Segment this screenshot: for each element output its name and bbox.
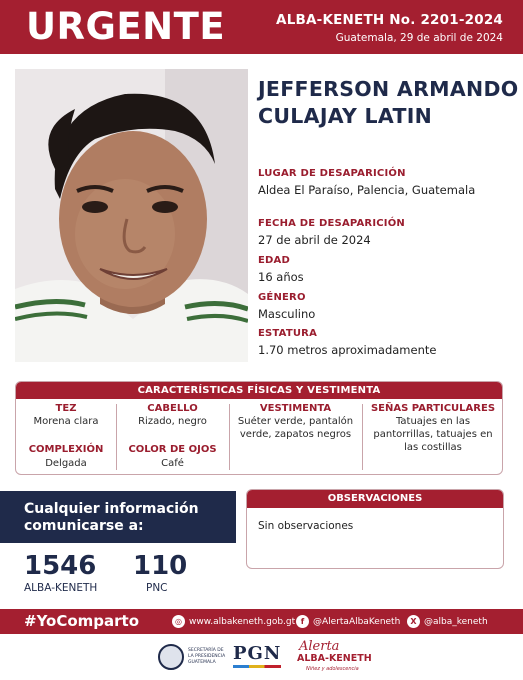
contact-line1: Cualquier información <box>24 501 199 517</box>
government-seal-logo <box>158 644 184 670</box>
date-label: FECHA DE DESAPARICIÓN <box>258 218 405 229</box>
globe-icon: ◎ <box>172 615 185 628</box>
facebook-icon: f <box>296 615 309 628</box>
observations-title: OBSERVACIONES <box>247 490 503 508</box>
tez-label: TEZ <box>55 403 77 414</box>
hashtag[interactable]: #YoComparto <box>24 612 140 630</box>
hair-value: Rizado, negro <box>138 416 207 427</box>
government-seal-text: SECRETARÍA DE LA PRESIDENCIA GUATEMALA <box>188 648 226 665</box>
issue-date: Guatemala, 29 de abril de 2024 <box>335 32 503 44</box>
age-value: 16 años <box>258 270 304 284</box>
eye-color-label: COLOR DE OJOS <box>128 444 217 455</box>
contact-line2: comunicarse a: <box>24 518 144 534</box>
footer-bar <box>0 609 523 634</box>
marks-value-line3: las costillas <box>404 442 462 453</box>
portrait-illustration <box>15 69 248 362</box>
person-name-line1: JEFFERSON ARMANDO <box>258 77 519 101</box>
clothing-value-line1: Suéter verde, pantalón <box>237 416 354 427</box>
x-link[interactable] <box>407 615 488 628</box>
x-text: @alba_keneth <box>424 616 488 627</box>
contact-banner <box>0 491 236 543</box>
complexion-label: COMPLEXIÓN <box>28 444 104 455</box>
characteristics-title: CARACTERÍSTICAS FÍSICAS Y VESTIMENTA <box>16 382 502 399</box>
place-value: Aldea El Paraíso, Palencia, Guatemala <box>258 183 476 197</box>
date-value: 27 de abril de 2024 <box>258 233 371 247</box>
height-label: ESTATURA <box>258 328 318 339</box>
alerta-logo: Alerta <box>299 639 340 654</box>
phone-pnc[interactable]: 110 <box>133 551 188 581</box>
phone-pnc-label: PNC <box>146 582 168 594</box>
phone-alba-keneth[interactable]: 1546 <box>24 551 97 581</box>
person-name <box>258 76 520 130</box>
marks-label: SEÑAS PARTICULARES <box>370 403 496 414</box>
phone-alba-keneth-label: ALBA-KENETH <box>24 582 98 594</box>
observations-panel <box>246 489 504 569</box>
header-banner <box>0 0 523 54</box>
website-text: www.albakeneth.gob.gt <box>189 616 296 627</box>
facebook-link[interactable] <box>296 615 400 628</box>
gender-label: GÉNERO <box>258 292 306 303</box>
complexion-value: Delgada <box>45 458 87 469</box>
urgent-title: URGENTE <box>26 5 226 48</box>
characteristics-panel <box>15 381 503 475</box>
alerta-logo-name: ALBA-KENETH <box>297 653 372 664</box>
hair-label: CABELLO <box>147 403 198 414</box>
eye-color-value: Café <box>161 458 184 469</box>
observations-text: Sin observaciones <box>258 520 354 532</box>
age-label: EDAD <box>258 255 290 266</box>
clothing-label: VESTIMENTA <box>259 403 332 414</box>
alerta-logo-tagline: Niñez y adolescencia <box>306 666 359 672</box>
tez-value: Morena clara <box>33 416 99 427</box>
place-label: LUGAR DE DESAPARICIÓN <box>258 168 406 179</box>
case-number: ALBA-KENETH No. 2201-2024 <box>276 12 503 28</box>
person-name-line2: CULAJAY LATIN <box>258 104 433 128</box>
height-value: 1.70 metros aproximadamente <box>258 343 437 357</box>
website-link[interactable] <box>172 615 295 628</box>
x-icon: X <box>407 615 420 628</box>
facebook-text: @AlertaAlbaKeneth <box>313 616 401 627</box>
pgn-logo: PGN <box>233 643 282 664</box>
clothing-value-line2: verde, zapatos negros <box>239 429 352 440</box>
marks-value-line2: pantorrillas, tatuajes en <box>373 429 493 440</box>
pgn-logo-bar <box>233 665 281 668</box>
marks-value-line1: Tatuajes en las <box>395 416 471 427</box>
missing-person-photo <box>15 69 248 362</box>
gender-value: Masculino <box>258 307 316 321</box>
